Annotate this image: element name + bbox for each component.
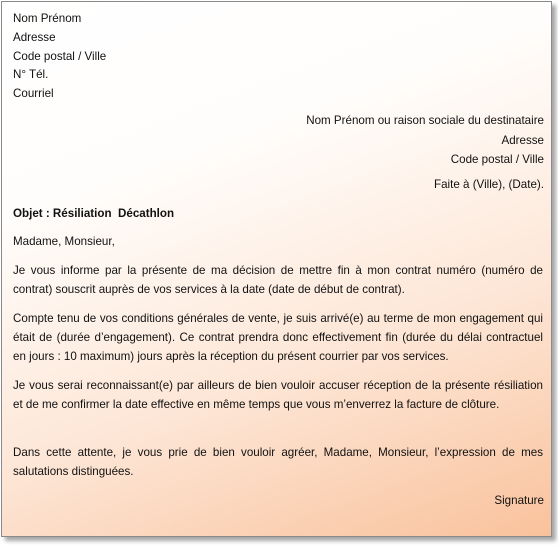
recipient-name: Nom Prénom ou raison sociale du destinataire	[306, 114, 544, 127]
paragraph-contract-terms: Compte tenu de vos conditions générales de vente, je suis arrivé(e) au terme de mon engagement qui était de (durée d’engagement). Ce contrat prendra donc effectivement fin (durée du délai contractuel en jours : 10 maximum) jours après la réception du présent courrier par vos services.	[13, 312, 543, 364]
sender-block	[13, 10, 106, 104]
sender-address: Adresse	[13, 30, 56, 44]
place-date: Faite à (Ville), (Date).	[434, 178, 544, 191]
paragraph-confirmation-request: Je vous serai reconnaissant(e) par ailleurs de bien vouloir accuser réception de la présente résiliation et de me confirmer la date effective en même temps que vous m’enverrez la facture de clôture.	[13, 379, 543, 412]
letter-card	[1, 1, 552, 537]
recipient-block	[306, 111, 544, 170]
sender-phone: N° Tél.	[13, 68, 49, 82]
greeting: Madame, Monsieur,	[13, 235, 115, 248]
recipient-address: Adresse	[501, 133, 544, 147]
paragraph-termination-notice: Je vous informe par la présente de ma décision de mettre fin à mon contrat numéro (numéro de contrat) souscrit auprès de vos services à la date (date de début de contrat).	[13, 264, 543, 297]
sender-postal-city: Code postal / Ville	[13, 49, 107, 63]
sender-name: Nom Prénom	[13, 12, 82, 25]
sender-email: Courriel	[13, 87, 54, 101]
recipient-postal-city: Code postal / Ville	[450, 153, 544, 166]
paragraph-closing: Dans cette attente, je vous prie de bien vouloir agréer, Madame, Monsieur, l’expression de mes salutations distinguées.	[13, 446, 543, 479]
signature: Signature	[494, 494, 544, 507]
subject-line: Objet : Résiliation Décathlon	[13, 207, 175, 220]
